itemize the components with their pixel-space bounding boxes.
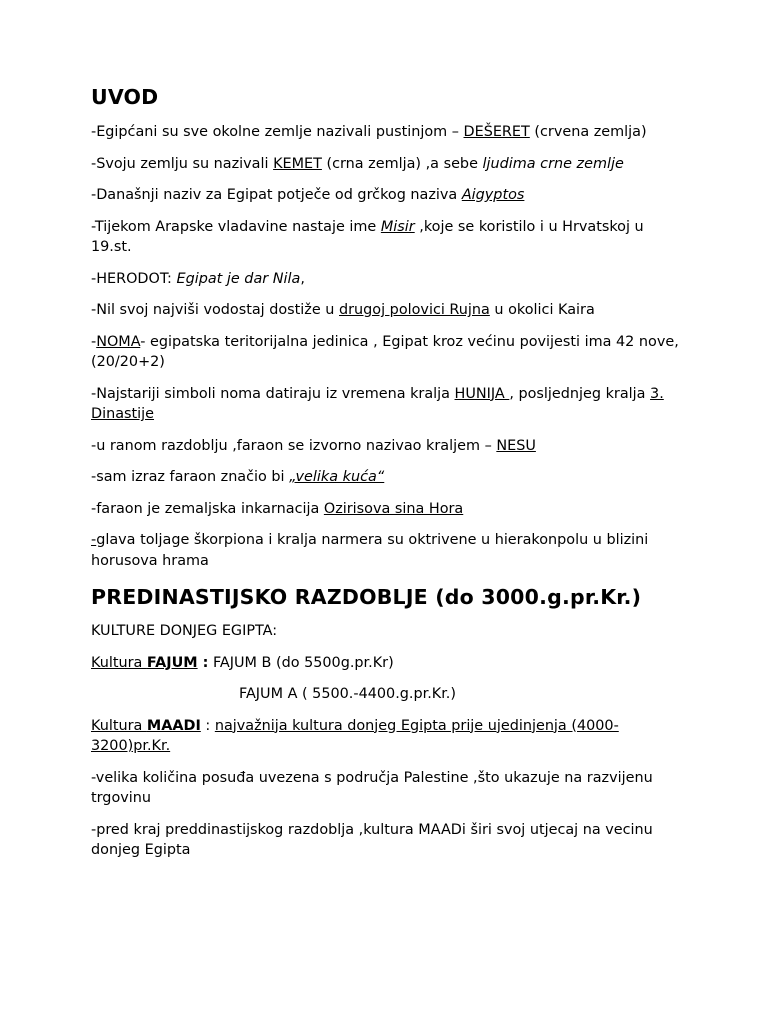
paragraph-10 [91, 467, 686, 488]
text: -HERODOT: [91, 270, 177, 287]
paragraph-2 [91, 154, 686, 175]
text: (crvena zemlja) [529, 124, 647, 140]
term-maadi: MAADI [146, 717, 201, 734]
text: -u ranom razdoblju ,faraon se izvorno nazivao kraljem – [91, 437, 497, 454]
text: -Današnji naziv za Egipat potječe od grčkog naziva [91, 187, 462, 203]
text: - [91, 333, 97, 350]
term-fajum: FAJUM [146, 654, 198, 671]
paragraph-12 [91, 530, 686, 571]
text: najvažnija kultura donjeg Egipta prije ujedinjenja (4000-3200)pr.Kr. [91, 717, 619, 754]
paragraph-8 [91, 384, 686, 425]
term-kemet: KEMET [273, 155, 322, 172]
heading-predinastijsko: PREDINASTIJSKO RAZDOBLJE (do 3000.g.pr.Kr.) [91, 585, 642, 609]
paragraph-maadi [91, 716, 686, 757]
text: -Svoju zemlju su nazivali [91, 155, 274, 172]
paragraph-5 [91, 269, 686, 290]
text: -Najstariji simboli noma datiraju iz vremena kralja [91, 385, 455, 402]
paragraph-9 [91, 436, 686, 457]
term-aigyptos: Aigyptos [461, 187, 525, 203]
paragraph-fajum [91, 653, 686, 674]
term-dinastija: 3. Dinastije [91, 385, 664, 422]
text: ,koje se koristilo i u Hrvatskoj u 19.st. [91, 218, 644, 255]
term-ljudi: ljudima crne zemlje [482, 155, 624, 172]
term-deseret: DEŠERET [463, 124, 530, 140]
text: : [200, 717, 215, 734]
text: , posljednjeg kralja [509, 385, 651, 402]
text: : [197, 654, 209, 671]
term-hunija: HUNIJA [454, 385, 510, 402]
text: u okolici Kaira [489, 302, 595, 318]
paragraph-1 [91, 122, 686, 143]
text: Kultura [91, 654, 147, 671]
text: - [91, 532, 97, 548]
text: , [300, 270, 305, 287]
quote-herodot: Egipat je dar Nila [176, 270, 301, 287]
paragraph-posude: -velika količina posuđa uvezena s područja Palestine ,što ukazuje na razvijenu trgovinu [91, 769, 653, 806]
text: -sam izraz faraon značio bi [91, 469, 290, 485]
text: (crna zemlja) ,a sebe [321, 155, 483, 172]
term-velika-kuca: „velika kuća“ [289, 469, 385, 485]
term-nesu: NESU [496, 437, 536, 454]
term-noma: NOMA [96, 333, 141, 350]
paragraph-4 [91, 217, 686, 258]
paragraph-3 [91, 185, 686, 206]
paragraph-fajum-a: FAJUM A ( 5500.-4400.g.pr.Kr.) [239, 686, 456, 702]
text: FAJUM B (do 5500g.pr.Kr) [208, 654, 394, 671]
term-hora: Ozirisova sina Hora [323, 500, 464, 517]
text: -faraon je zemaljska inkarnacija [91, 500, 324, 517]
text: -Egipćani su sve okolne zemlje nazivali pustinjom – [91, 124, 464, 140]
document-body [91, 82, 686, 872]
text: -Nil svoj najviši vodostaj dostiže u [91, 302, 339, 318]
term-rujna: drugoj polovici Rujna [339, 302, 490, 318]
text: - egipatska teritorijalna jedinica , Egipat kroz većinu povijesti ima 42 nove,(20/20+2) [91, 333, 679, 370]
paragraph-11 [91, 499, 686, 520]
text: -Tijekom Arapske vladavine nastaje ime [91, 218, 381, 235]
paragraph-utjecaj: -pred kraj preddinastijskog razdoblja ,kultura MAADi širi svoj utjecaj na vecinu donjeg Egipta [91, 821, 653, 858]
term-misir: Misir [380, 218, 415, 235]
heading-uvod: UVOD [91, 85, 159, 109]
paragraph-7 [91, 332, 686, 373]
text: glava toljage škorpiona i kralja narmera su oktrivene u hierakonpolu u blizini horusova hrama [91, 532, 649, 569]
text: Kultura [91, 717, 147, 734]
paragraph-6 [91, 300, 686, 321]
paragraph-kulture: KULTURE DONJEG EGIPTA: [91, 623, 278, 639]
